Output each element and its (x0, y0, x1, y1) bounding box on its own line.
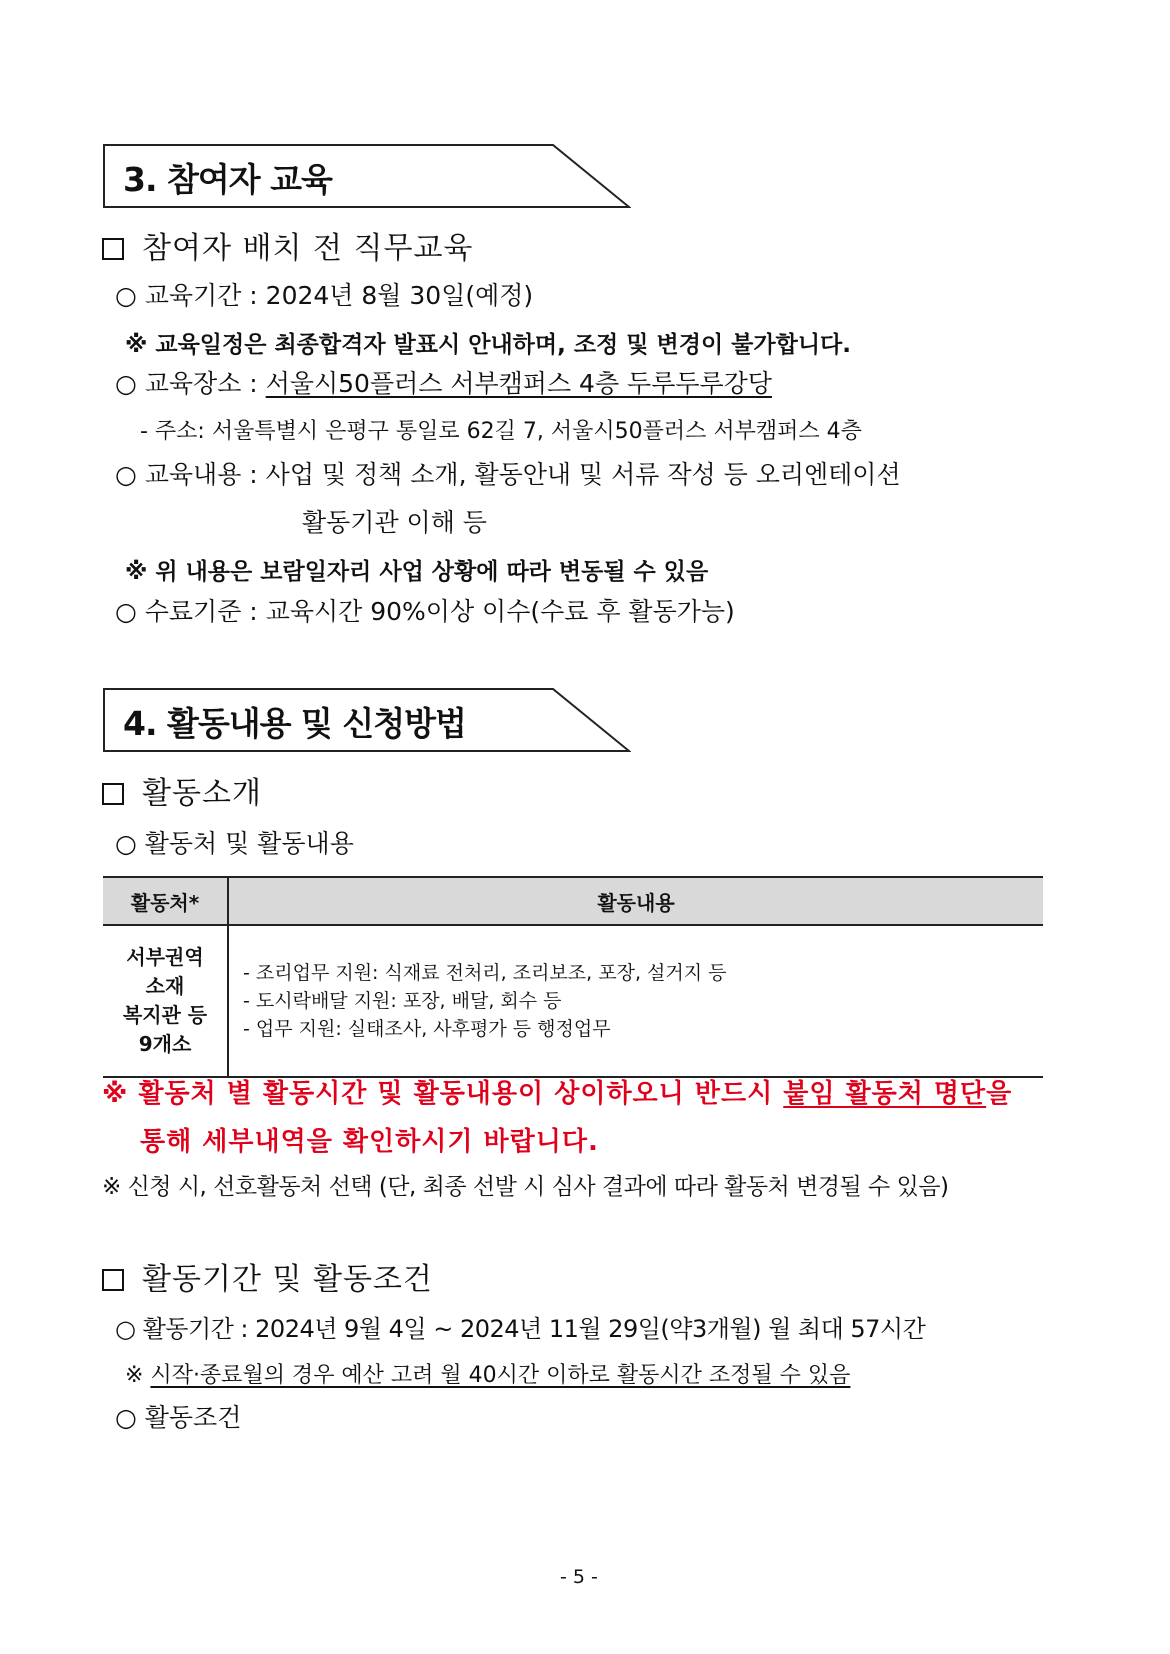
activity-condition: ○ 활동조건 (115, 1403, 242, 1432)
activity-intro-subheading (102, 768, 262, 812)
completion-criteria: ○ 수료기준 : 교육시간 90%이상 이수(수료 후 활동가능) (115, 597, 735, 626)
square-bullet-icon (102, 783, 124, 805)
header-content: 활동내용 (228, 877, 1043, 925)
section-4-header (103, 688, 553, 752)
activity-table (103, 876, 1043, 1078)
education-change-note: ※ 위 내용은 보람일자리 사업 상황에 따라 변동될 수 있음 (125, 559, 709, 585)
activity-period-subheading-text: 활동기간 및 활동조건 (142, 1262, 433, 1297)
education-place (115, 364, 772, 400)
education-period: ○ 교육기간 : 2024년 8월 30일(예정) (115, 281, 534, 310)
activity-intro-subheading-text: 활동소개 (142, 776, 262, 811)
section-4-title: 4. 활동내용 및 신청방법 (123, 704, 466, 743)
section-4-header-diagonal (549, 687, 631, 753)
red-notice-suffix: 을 (986, 1079, 1013, 1109)
section-3-header-diagonal (549, 143, 631, 209)
education-content-line1: ○ 교육내용 : 사업 및 정책 소개, 활동안내 및 서류 작성 등 오리엔테이션 (115, 460, 901, 489)
header-place: 활동처* (103, 877, 228, 925)
page-number: - 5 - (560, 1566, 598, 1588)
activity-period-subheading (102, 1254, 433, 1298)
red-notice-text: ※ 활동처 별 활동시간 및 활동내용이 상이하오니 반드시 (102, 1079, 784, 1109)
period-note-mark: ※ (125, 1363, 151, 1388)
table-row (103, 925, 1043, 1077)
activity-table-header (103, 877, 1043, 925)
section-3-title: 3. 참여자 교육 (123, 160, 332, 199)
place-line: 복지관 등 (122, 1003, 208, 1027)
activity-period-note (125, 1358, 850, 1389)
education-address: - 주소: 서울특별시 은평구 통일로 62길 7, 서울시50플러스 서부캠퍼스 4층 (140, 419, 862, 444)
content-line: - 조리업무 지원: 식재료 전처리, 조리보조, 포장, 설거지 등 (243, 962, 727, 984)
section-3-subheading (102, 223, 473, 267)
activity-period: ○ 활동기간 : 2024년 9월 4일 ~ 2024년 11월 29일(약3개월) 월 최대 57시간 (115, 1315, 926, 1343)
apply-note: ※ 신청 시, 선호활동처 선택 (단, 최종 선발 시 심사 결과에 따라 활동처 변경될 수 있음) (102, 1174, 949, 1200)
education-content-line2: 활동기관 이해 등 (302, 508, 487, 537)
section-3-header (103, 144, 553, 208)
period-note-text: 시작·종료월의 경우 예산 고려 월 40시간 이하로 활동시간 조정될 수 있음 (150, 1363, 851, 1388)
place-line: 소재 (145, 974, 185, 998)
content-line: - 도시락배달 지원: 포장, 배달, 회수 등 (243, 990, 562, 1012)
education-place-label: ○ 교육장소 : (115, 369, 266, 398)
section-3-subheading-text: 참여자 배치 전 직무교육 (142, 231, 474, 266)
red-notice-line2: 통해 세부내역을 확인하시기 바랍니다. (140, 1127, 599, 1157)
content-line: - 업무 지원: 실태조사, 사후평가 등 행정업무 (243, 1018, 611, 1040)
red-notice-underlined: 붙임 활동처 명단 (783, 1079, 987, 1109)
place-line: 서부권역 (126, 945, 204, 969)
education-schedule-note: ※ 교육일정은 최종합격자 발표시 안내하며, 조정 및 변경이 불가합니다. (125, 332, 851, 358)
education-place-value: 서울시50플러스 서부캠퍼스 4층 두루두루강당 (265, 369, 772, 398)
activity-place-cell (103, 925, 228, 1077)
red-notice-line1 (102, 1073, 1012, 1110)
activity-places-intro: ○ 활동처 및 활동내용 (115, 829, 354, 858)
place-line: 9개소 (138, 1032, 192, 1056)
activity-content-cell (228, 925, 1043, 1077)
square-bullet-icon (102, 1269, 124, 1291)
square-bullet-icon (102, 238, 124, 260)
